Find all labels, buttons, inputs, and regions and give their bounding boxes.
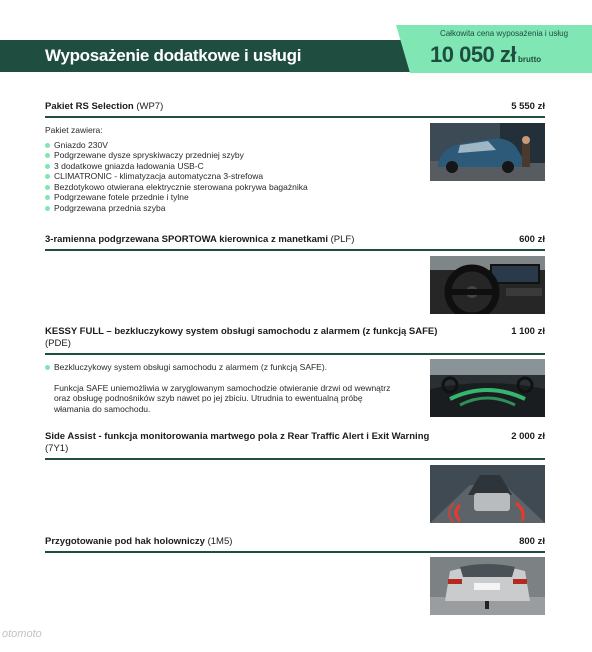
option-details (45, 362, 400, 414)
list-item: Bezdotykowo otwierana elektrycznie sterowana pokrywa bagażnika (45, 182, 425, 193)
divider (45, 353, 545, 355)
photo-tow-hitch (430, 557, 545, 615)
option-code: (WP7) (136, 101, 164, 112)
page-title: Wyposażenie dodatkowe i usługi (45, 46, 302, 65)
total-price-box (410, 25, 592, 73)
option-code: (7Y1) (45, 443, 69, 454)
list-item: Podgrzewane fotele przednie i tylne (45, 192, 425, 203)
list-item: Bezkluczykowy system obsługi samochodu z alarmem (z funkcją SAFE). (45, 362, 400, 373)
option-price: 600 zł (519, 234, 545, 245)
total-price (430, 42, 541, 68)
feature-description: Funkcja SAFE uniemożliwia w zaryglowanym samochodzie otwieranie drzwi od wewnątrz oraz obsługę podnośników szyb nawet po jej zbiciu. Utrudnia to ewentualną próbę włamania do samochodu. (54, 382, 391, 414)
package-contents-list (45, 140, 425, 214)
option-item-header (45, 234, 545, 246)
divider (45, 458, 545, 460)
divider (45, 551, 545, 553)
option-price: 2 000 zł (511, 431, 545, 442)
option-item-header (45, 101, 545, 113)
total-price-amount: 10 050 zł (430, 42, 517, 67)
package-intro: Pakiet zawiera: (45, 125, 103, 135)
option-item-header (45, 536, 545, 548)
option-code: (1M5) (207, 536, 233, 547)
divider (45, 249, 545, 251)
divider (45, 116, 545, 118)
option-price: 5 550 zł (511, 101, 545, 112)
option-price: 800 zł (519, 536, 545, 547)
option-details (45, 125, 425, 213)
list-item: CLIMATRONIC - klimatyzacja automatyczna 3-strefowa (45, 171, 425, 182)
list-item: Podgrzewane dysze spryskiwaczy przedniej szyby (45, 150, 425, 161)
list-item: Podgrzewana przednia szyba (45, 203, 425, 214)
option-code: (PDE) (45, 338, 71, 349)
option-name: Pakiet RS Selection (45, 101, 134, 112)
list-item: 3 dodatkowe gniazda ładowania USB-C (45, 161, 425, 172)
option-name: 3-ramienna podgrzewana SPORTOWA kierownica z manetkami (45, 234, 328, 245)
photo-keyless-system (430, 359, 545, 417)
watermark: otomoto (2, 628, 42, 640)
photo-car-trunk (430, 123, 545, 181)
total-price-suffix: brutto (518, 55, 542, 64)
option-item-header (45, 431, 545, 455)
option-name: KESSY FULL – bezkluczykowy system obsługi samochodu z alarmem (z funkcją SAFE) (45, 326, 438, 337)
total-price-caption: Całkowita cena wyposażenia i usług (439, 29, 569, 38)
option-name: Side Assist - funkcja monitorowania martwego pola z Rear Traffic Alert i Exit Warning (45, 431, 430, 442)
option-name: Przygotowanie pod hak holowniczy (45, 536, 205, 547)
option-item-header (45, 326, 545, 350)
photo-steering-wheel (430, 256, 545, 314)
list-item: Gniazdo 230V (45, 140, 425, 151)
photo-side-assist (430, 465, 545, 523)
option-price: 1 100 zł (511, 326, 545, 337)
option-code: (PLF) (330, 234, 355, 245)
feature-list (45, 362, 400, 373)
